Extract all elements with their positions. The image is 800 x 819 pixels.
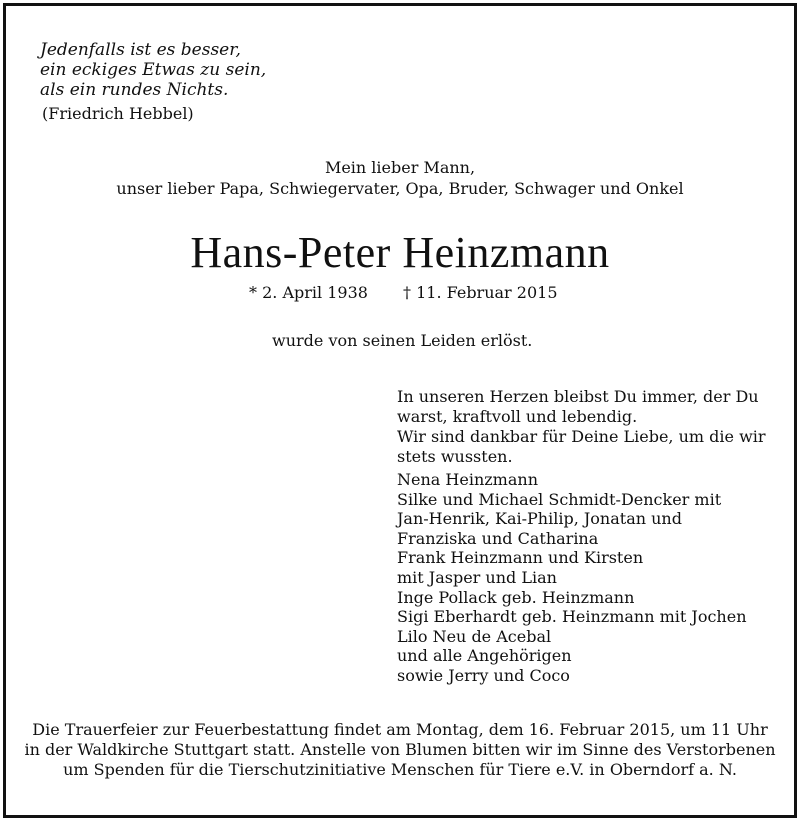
mourner-item: Silke und Michael Schmidt-Dencker mit	[397, 489, 722, 509]
notice-line: um Spenden für die Tierschutzinitiative Menschen für Tiere e.V. in Oberndorf a. N.	[63, 760, 737, 779]
notice-line: in der Waldkirche Stuttgart statt. Anstelle von Blumen bitten wir im Sinne des Verstorbenen	[24, 740, 776, 759]
mourner-item: und alle Angehörigen	[397, 646, 572, 666]
intro-line: unser lieber Papa, Schwiegervater, Opa, Bruder, Schwager und Onkel	[116, 179, 684, 198]
tribute-line: In unseren Herzen bleibst Du immer, der Du	[397, 387, 759, 406]
mourner-item: Lilo Neu de Acebal	[397, 626, 552, 646]
mourner-item: mit Jasper und Lian	[397, 567, 557, 587]
deceased-name: Hans-Peter Heinzmann	[190, 228, 610, 277]
intro-text	[0, 157, 800, 199]
tribute-text	[397, 387, 777, 467]
quote-line: ein eckiges Etwas zu sein,	[40, 60, 267, 80]
notice-line: Die Trauerfeier zur Feuerbestattung findet am Montag, dem 16. Februar 2015, um 11 Uhr	[32, 720, 768, 739]
intro-line: Mein lieber Mann,	[324, 158, 476, 177]
quote-line: Jedenfalls ist es besser,	[40, 40, 241, 60]
tribute-line: warst, kraftvoll und lebendig.	[397, 407, 638, 426]
mourner-item: sowie Jerry und Coco	[397, 665, 570, 685]
epigraph-quote	[40, 40, 266, 100]
relief-text: wurde von seinen Leiden erlöst.	[272, 331, 533, 350]
tribute-line: Wir sind dankbar für Deine Liebe, um die wir	[397, 427, 766, 446]
mourner-item: Jan-Henrik, Kai-Philip, Jonatan und	[397, 509, 682, 529]
funeral-notice	[0, 720, 800, 780]
mourner-item: Franziska und Catharina	[397, 528, 599, 548]
birth-date: * 2. April 1938	[249, 283, 368, 302]
mourners-list	[397, 470, 777, 686]
tribute-line: stets wussten.	[397, 447, 513, 466]
mourner-item: Sigi Eberhardt geb. Heinzmann mit Jochen	[397, 607, 747, 627]
death-date: † 11. Februar 2015	[403, 283, 558, 302]
quote-line: als ein rundes Nichts.	[40, 80, 229, 100]
mourner-item: Inge Pollack geb. Heinzmann	[397, 587, 635, 607]
mourner-item: Nena Heinzmann	[397, 470, 538, 489]
mourner-item: Frank Heinzmann und Kirsten	[397, 548, 644, 568]
quote-author: (Friedrich Hebbel)	[42, 104, 194, 123]
